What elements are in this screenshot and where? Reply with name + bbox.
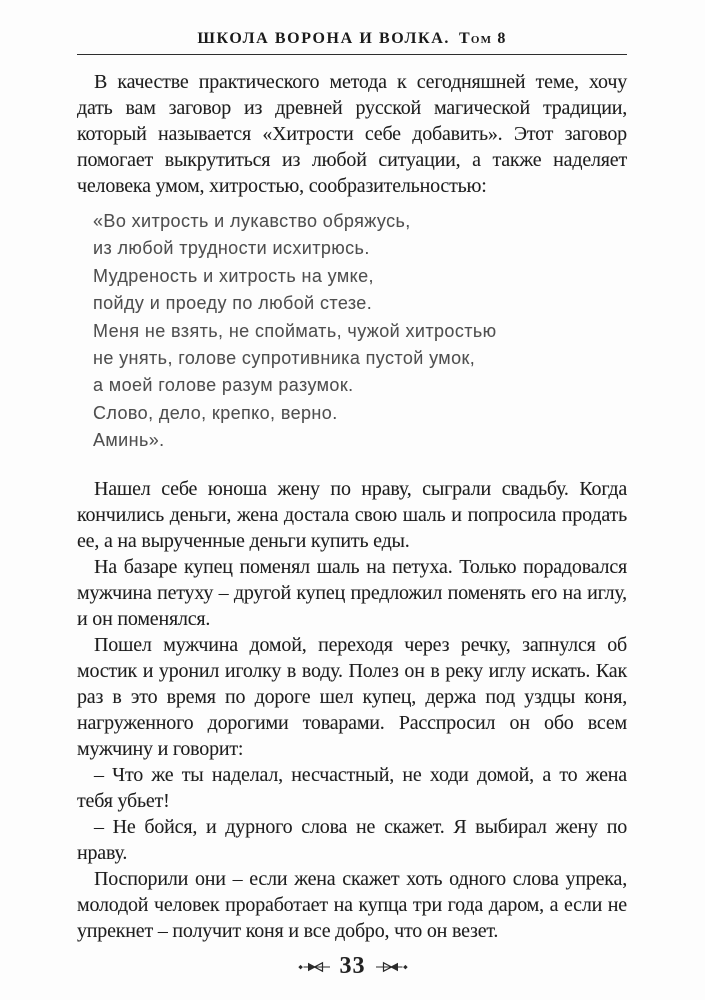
spell-line: Меня не взять, не споймать, чужой хитростью [93,320,497,341]
page-number: 33 [339,953,366,979]
running-title-volume: Том 8 [458,30,507,47]
page-ornament-left-icon [297,959,331,975]
paragraph-dialogue: – Не бойся, и дурного слова не скажет. Я выбирал жену по нраву. [77,815,627,864]
page-header [77,0,627,55]
spell-line: Аминь». [93,430,165,451]
spell-line: Слово, дело, крепко, верно. [93,402,338,423]
spell-line: «Во хитрость и лукавство обряжусь, [93,211,411,231]
paragraph: На базаре купец поменял шаль на петуха. Только порадовался мужчина петуху – другой купец предложил поменять его на иглу, и он поменялся. [77,555,627,630]
page-content [77,0,627,944]
spell-line: из любой трудности исхитрюсь. [93,238,370,259]
header-rule [77,54,627,55]
page-footer [0,953,705,980]
paragraph-dialogue: – Что же ты наделал, несчастный, не ходи домой, а то жена тебя убьет! [77,763,627,812]
spell-line: не унять, голове супротивника пустой умок, [93,348,476,369]
paragraph: Нашел себе юноша жену по нраву, сыграли свадьбу. Когда кончились деньги, жена достала свою шаль и попросила продать ее, а на вырученные деньги купить еды. [77,477,627,552]
body-text [77,69,627,944]
paragraph: Пошел мужчина домой, переходя через речку, запнулся об мостик и уронил иголку в воду. Полез он в реку иглу искать. Как раз в это время по дороге шел купец, держа под уздцы коня, нагруженного дорогими товарами. Расспросил он обо всем мужчину и говорит: [77,633,627,760]
spell-line: Мудреность и хитрость на умке, [93,265,374,286]
spell-block [93,208,627,455]
page-ornament-right-icon [375,959,409,975]
spell-line: а моей голове разум разумок. [93,375,354,396]
running-title [77,30,627,48]
running-title-text: ШКОЛА ВОРОНА И ВОЛКА. [197,30,450,47]
paragraph: Поспорили они – если жена скажет хоть одного слова упрека, молодой человек проработает на купца три года даром, а если не упрекнет – получит коня и все добро, что он везет. [77,867,627,942]
spell-line: пойду и проеду по любой стезе. [93,293,373,314]
paragraph: В качестве практического метода к сегодняшней теме, хочу дать вам заговор из древней русской магической традиции, который называется «Хитрости себе добавить». Этот заговор помогает выкрутиться из любой ситуации, а также наделяет человека умом, хитростью, сообразительностью: [77,71,627,197]
